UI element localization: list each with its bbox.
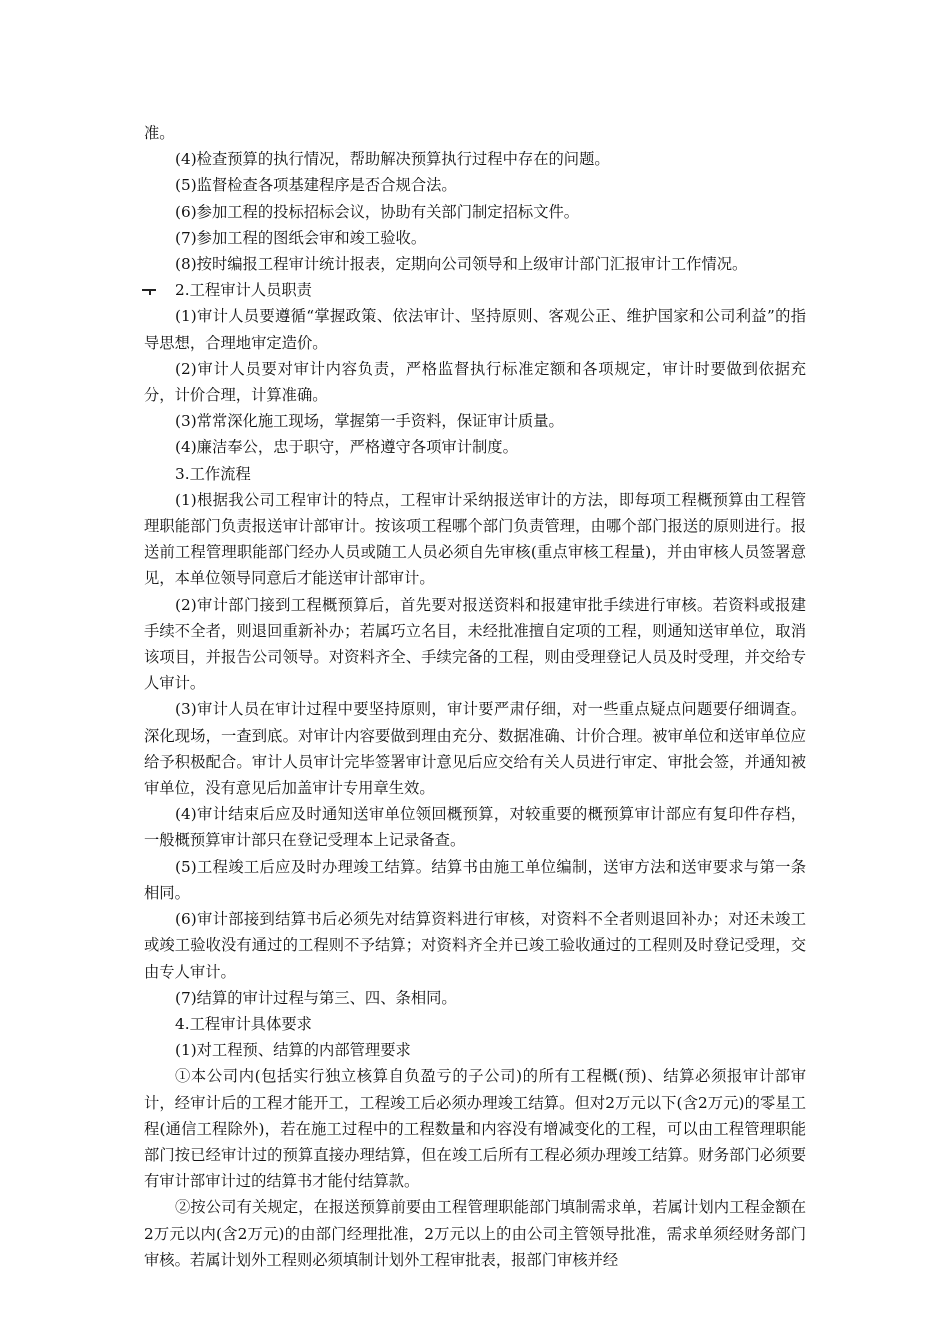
paragraph: (1)根据我公司工程审计的特点，工程审计采纳报送审计的方法，即每项工程概预算由工程管理职能部门负责报送审计部审计。按该项工程哪个部门负责管理，由哪个部门报送的原则进行。报送前工程管理职能部门经办人员或随工人员必须自先审核(重点审核工程量)，并由审核人员签署意见，本单位领导同意后才能送审计部审计。 [144,490,806,588]
paragraph: (5)工程竣工后应及时办理竣工结算。结算书由施工单位编制，送审方法和送审要求与第一条相同。 [144,857,806,902]
paragraph: (7)参加工程的图纸会审和竣工验收。 [175,228,427,247]
paragraph: (3)常常深化施工现场，掌握第一手资料，保证审计质量。 [175,412,564,431]
paragraph: (5)监督检查各项基建程序是否合规合法。 [175,176,457,195]
paragraph: (1)审计人员要遵循“掌握政策、依法审计、坚持原则、客观公正、维护国家和公司利益”的指导思想，合理地审定造价。 [144,307,806,352]
document-body [144,120,806,1273]
paragraph: (2)审计部门接到工程概预算后，首先要对报送资料和报建审批手续进行审核。若资料或报建手续不全者，则退回重新补办；若属巧立名目，未经批准擅自定项的工程，则通知送审单位，取消该项目，并报告公司领导。对资料齐全、手续完备的工程，则由受理登记人员及时受理，并交给专人审计。 [144,595,806,693]
section-heading: 4.工程审计具体要求 [175,1014,312,1033]
paragraph: (6)参加工程的投标招标会议，协助有关部门制定招标文件。 [175,202,580,221]
paragraph: (3)审计人员在审计过程中要坚持原则，审计要严肃仔细，对一些重点疑点问题要仔细调查。深化现场，一查到底。对审计内容要做到理由充分、数据准确、计价合理。被审单位和送审单位应给予积极配合。审计人员审计完毕签署审计意见后应交给有关人员进行审定、审批会签，并通知被审单位，没有意见后加盖审计专用章生效。 [144,700,806,798]
paragraph: ①本公司内(包括实行独立核算自负盈亏的子公司)的所有工程概(预)、结算必须报审计部审计，经审计后的工程才能开工，工程竣工后必须办理竣工结算。但对2万元以下(含2万元)的零星工程(通信工程除外)，若在施工过程中的工程数量和内容没有增减变化的工程，可以由工程管理职能部门按已经审计过的预算直接办理结算，但在竣工后所有工程必须办理竣工结算。财务部门必须要有审计部审计过的结算书才能付结算款。 [144,1067,806,1191]
paragraph: (4)廉洁奉公，忠于职守，严格遵守各项审计制度。 [175,438,518,457]
section-heading: 2.工程审计人员职责 [175,281,312,300]
paragraph: ②按公司有关规定，在报送预算前要由工程管理职能部门填制需求单，若属计划内工程金额在2万元以内(含2万元)的由部门经理批准，2万元以上的由公司主管领导批准，需求单须经财务部门审核。若属计划外工程则必须填制计划外工程审批表，报部门审核并经 [144,1198,806,1269]
paragraph: (8)按时编报工程审计统计报表，定期向公司领导和上级审计部门汇报审计工作情况。 [175,255,748,274]
paragraph: (4)检查预算的执行情况，帮助解决预算执行过程中存在的问题。 [175,150,610,169]
paragraph: (7)结算的审计过程与第三、四、条相同。 [175,988,457,1007]
paragraph: (4)审计结束后应及时通知送审单位领回概预算，对较重要的概预算审计部应有复印件存档，一般概预算审计部只在登记受理本上记录备查。 [144,805,806,850]
subsection-heading: (1)对工程预、结算的内部管理要求 [175,1041,411,1060]
section-heading: 3.工作流程 [175,464,251,483]
paragraph: (6)审计部接到结算书后必须先对结算资料进行审核，对资料不全者则退回补办；对还未竣工或竣工验收没有通过的工程则不予结算；对资料齐全并已竣工验收通过的工程则及时登记受理，交由专人审计。 [144,910,806,981]
paragraph: (2)审计人员要对审计内容负责，严格监督执行标准定额和各项规定，审计时要做到依据充分，计价合理，计算准确。 [144,359,806,405]
paragraph: 准。 [144,124,175,142]
